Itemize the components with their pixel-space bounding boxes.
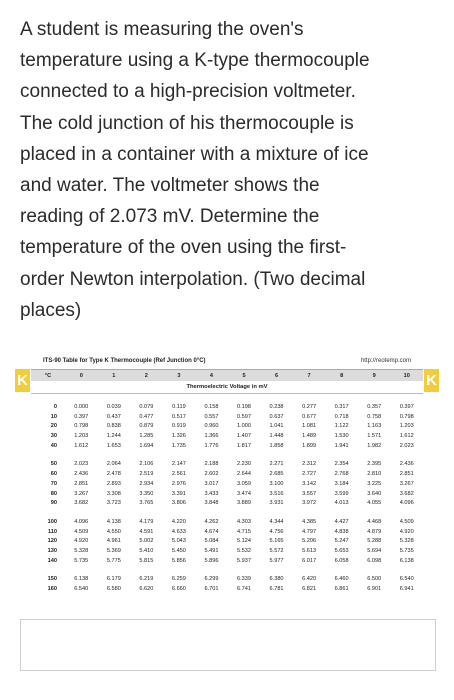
question-line: places) [20,299,82,321]
voltage-cell: 3.723 [106,500,121,507]
voltage-cell: 1.612 [74,442,89,449]
voltage-cell: 5.815 [139,557,154,564]
voltage-cell: 3.640 [367,490,382,497]
voltage-cell: 1.817 [237,442,251,449]
voltage-cell: 5.288 [367,538,382,545]
voltage-cell: 5.002 [139,538,154,545]
voltage-cell: 2.436 [74,471,89,478]
voltage-cell: 6.500 [367,576,382,583]
table-row [31,432,423,442]
voltage-cell: 1.203 [74,433,89,440]
question-line: A student is measuring the oven's [20,19,304,40]
voltage-cell: 0.437 [106,413,121,420]
voltage-cell: 5.206 [302,538,317,545]
voltage-cell: 4.303 [237,518,251,525]
voltage-cell: 2.768 [334,471,349,478]
voltage-cell: 6.741 [237,586,251,592]
voltage-cell: 3.931 [269,500,284,507]
voltage-cell: 3.765 [139,500,154,507]
voltage-cell: 0.198 [237,404,251,410]
voltage-cell: 4.674 [204,528,219,535]
voltage-cell: 3.267 [399,480,414,487]
voltage-cell: 1.735 [171,442,186,449]
row-temperature-cell: 130 [47,547,57,554]
table-row [31,537,423,547]
voltage-cell: 0.517 [171,413,186,420]
voltage-cell: 1.285 [139,433,154,440]
voltage-cell: 4.344 [269,518,284,525]
voltage-cell: 1.776 [204,442,219,449]
voltage-cell: 1.694 [139,442,154,449]
voltage-cell: 0.879 [139,423,154,430]
voltage-cell: 6.620 [139,586,154,592]
column-header-cell: 0 [79,372,83,379]
column-header-cell: 4 [209,372,214,379]
voltage-cell: 5.410 [139,547,154,554]
voltage-cell: 5.043 [171,538,186,545]
voltage-cell: 5.572 [269,547,284,554]
row-temperature-cell: 150 [47,576,57,583]
source-link: http://reotemp.com [360,358,411,364]
voltage-cell: 5.694 [367,547,382,554]
voltage-cell: 5.491 [204,547,219,554]
voltage-cell: 3.267 [74,490,89,497]
voltage-cell: 3.100 [269,480,284,487]
voltage-cell: 2.644 [237,471,251,478]
voltage-cell: 4.756 [269,528,284,535]
voltage-cell: 0.919 [171,423,186,430]
row-temperature-cell: 140 [47,557,57,564]
voltage-cell: 4.138 [106,518,121,525]
voltage-cell: 4.427 [334,518,349,525]
column-header-row [31,369,423,381]
question-line: and water. The voltmeter shows the [20,175,320,197]
column-header-cell: 9 [372,372,376,379]
voltage-cell: 6.901 [367,586,382,592]
table-row [31,460,423,470]
voltage-cell: 4.838 [334,528,349,535]
voltage-cell: 6.259 [171,576,186,583]
voltage-cell: 5.084 [204,538,219,545]
voltage-cell: 0.960 [204,423,219,430]
voltage-cell: 3.350 [139,490,154,497]
voltage-cell: 2.064 [106,461,121,468]
voltage-cell: 6.781 [269,586,284,592]
voltage-cell: 4.220 [171,518,186,525]
voltage-cell: 1.941 [334,442,349,449]
table-row [31,547,423,557]
voltage-cell: 5.124 [237,538,251,545]
voltage-cell: 5.856 [171,557,186,564]
row-temperature-cell: 40 [50,442,57,449]
voltage-cell: 3.889 [237,500,251,507]
table-row [31,490,423,500]
voltage-cell: 5.328 [74,547,89,554]
voltage-cell: 2.934 [139,480,154,487]
voltage-cell: 2.810 [367,471,382,478]
voltage-cell: 5.328 [399,538,414,545]
column-header-cell: 6 [274,372,279,379]
row-temperature-cell: 100 [47,518,57,525]
voltage-cell: 5.532 [237,547,251,554]
voltage-cell: 5.653 [334,547,349,554]
voltage-grid [31,369,423,595]
voltage-cell: 4.509 [74,528,89,535]
voltage-cell: 1.858 [269,442,284,449]
voltage-cell: 0.597 [237,413,251,420]
voltage-cell: 4.096 [74,518,89,525]
row-temperature-cell: 80 [50,490,57,497]
voltage-cell: 3.848 [204,500,219,507]
voltage-cell: 6.540 [74,586,89,592]
voltage-cell: 3.474 [237,490,251,497]
voltage-cell: 1.571 [367,433,382,440]
voltage-cell: 4.920 [74,538,89,545]
row-temperature-cell: 120 [47,538,57,545]
voltage-cell: 0.477 [139,413,154,420]
voltage-cell: 1.448 [269,433,284,440]
voltage-cell: 6.701 [204,586,219,592]
voltage-cell: 5.735 [74,557,89,564]
voltage-cell: 4.591 [139,528,154,535]
voltage-cell: 5.450 [171,547,186,554]
voltage-cell: 6.941 [399,586,414,592]
voltage-cell: 4.920 [399,528,414,535]
voltage-cell: 6.460 [334,576,349,583]
voltage-cell: 1.081 [302,423,317,430]
voltage-cell: 0.798 [399,413,414,420]
voltage-cell: 3.557 [302,490,317,497]
voltage-cell: 3.972 [302,500,317,507]
type-k-tab-right: K [424,369,439,392]
voltage-cell: 0.277 [302,404,317,410]
voltage-cell: 3.516 [269,490,284,497]
voltage-cell: 5.977 [269,557,284,564]
voltage-cell: 1.163 [367,423,382,430]
voltage-cell: 3.184 [334,480,349,487]
voltage-cell: 6.219 [139,576,154,583]
table-row [31,518,423,528]
voltage-cell: 2.976 [171,480,186,487]
voltage-cell: 1.203 [399,423,414,430]
voltage-cell: 2.851 [399,471,414,478]
voltage-cell: 3.806 [171,500,186,507]
row-group [31,575,423,594]
row-temperature-cell: 160 [47,586,57,592]
voltage-cell: 3.017 [204,480,219,487]
question-line: The cold junction of his thermocouple is [20,112,354,134]
voltage-cell: 4.468 [367,518,382,525]
row-temperature-cell: 20 [50,423,57,430]
question-line: order Newton interpolation. (Two decimal [20,268,366,290]
table-row [31,585,423,595]
type-k-tab-left: K [15,369,30,392]
voltage-cell: 6.098 [367,557,382,564]
row-temperature-cell: 70 [50,480,57,487]
voltage-cell: 0.397 [74,413,89,420]
voltage-cell: 0.758 [367,413,382,420]
voltage-cell: 3.433 [204,490,219,497]
voltage-cell: 4.262 [204,518,219,525]
voltage-cell: 2.023 [74,461,89,468]
voltage-cell: 3.391 [171,490,186,497]
voltage-cell: 4.715 [237,528,251,535]
voltage-cell: 2.188 [204,461,219,468]
voltage-cell: 1.899 [302,442,317,449]
voltage-cell: 6.821 [302,586,317,592]
table-body [31,403,423,595]
voltage-cell: 2.727 [302,471,317,478]
table-row [31,413,423,423]
question-line: placed in a container with a mixture of ice [20,143,369,165]
voltage-cell: 5.165 [269,538,284,545]
voltage-cell: 3.599 [334,490,349,497]
row-temperature-cell: 50 [50,461,57,468]
table-row [31,480,423,490]
voltage-cell: 5.613 [302,547,317,554]
voltage-cell: 2.851 [74,480,89,487]
voltage-cell: 1.244 [106,433,121,440]
voltage-cell: 1.407 [237,433,251,440]
voltage-cell: 2.271 [269,461,284,468]
voltage-cell: 1.000 [237,423,251,430]
voltage-cell: 3.225 [367,480,382,487]
voltage-cell: 0.158 [204,404,219,410]
table-row [31,403,423,413]
row-group [31,518,423,566]
voltage-cell: 2.685 [269,471,284,478]
voltage-cell: 2.602 [204,471,219,478]
voltage-cell: 4.055 [367,500,382,507]
voltage-cell: 3.308 [106,490,121,497]
voltage-cell: 6.138 [74,576,89,583]
voltage-cell: 4.879 [367,528,382,535]
voltage-cell: 4.550 [106,528,121,535]
voltage-cell: 0.039 [106,404,121,410]
voltage-cell: 0.317 [334,404,349,410]
voltage-cell: 6.380 [269,576,284,583]
voltage-cell: 3.682 [399,490,414,497]
question-line: reading of 2.073 mV. Determine the [20,206,320,228]
row-temperature-cell: 10 [50,413,57,420]
voltage-cell: 2.436 [399,461,414,468]
voltage-cell: 6.179 [106,576,121,583]
column-header-cell: °C [44,372,52,379]
column-header-cell: 7 [307,372,311,379]
voltage-cell: 0.397 [399,404,414,410]
voltage-cell: 1.982 [367,442,382,449]
voltage-cell: 0.838 [106,423,121,430]
voltage-cell: 2.519 [139,471,154,478]
voltage-cell: 6.861 [334,586,349,592]
voltage-cell: 2.893 [106,480,121,487]
question-line: connected to a high-precision voltmeter. [20,81,356,103]
voltage-cell: 1.041 [269,423,284,430]
voltage-cell: 6.339 [237,576,251,583]
voltage-cell: 5.369 [106,547,121,554]
voltage-cell: 2.312 [302,461,317,468]
voltage-cell: 0.798 [74,423,89,430]
question-text [20,14,440,326]
voltage-cell: 4.179 [139,518,154,525]
voltage-cell: 1.122 [334,423,349,430]
column-header-cell: 5 [242,372,246,379]
voltage-cell: 1.326 [171,433,186,440]
table-title: ITS-90 Table for Type K Thermocouple (Ref Junction 0°C) [43,358,206,364]
voltage-cell: 3.059 [237,480,251,487]
voltage-cell: 3.142 [302,480,317,487]
column-header-cell: 10 [403,372,410,379]
column-header-cell: 3 [177,372,181,379]
voltage-cell: 1.612 [399,433,414,440]
voltage-cell: 1.653 [106,442,121,449]
voltage-cell: 4.797 [302,528,317,535]
table-row [31,499,423,509]
voltage-cell: 1.489 [302,433,317,440]
row-group [31,460,423,508]
voltage-cell: 6.299 [204,576,219,583]
voltage-cell: 4.096 [399,500,414,507]
voltage-cell: 5.937 [237,557,251,564]
voltage-cell: 1.530 [334,433,349,440]
table-row [31,470,423,480]
table-header-line [43,358,411,368]
voltage-cell: 4.013 [334,500,349,507]
table-row [31,422,423,432]
voltage-cell: 0.000 [74,404,89,410]
voltage-cell: 5.775 [106,557,121,564]
voltage-cell: 6.017 [302,557,317,564]
column-header-cell: 2 [144,372,148,379]
row-group [31,403,423,451]
voltage-cell: 4.961 [106,538,121,545]
voltage-cell: 5.896 [204,557,219,564]
voltage-cell: 6.660 [171,586,186,592]
voltage-cell: 5.247 [334,538,349,545]
voltage-cell: 2.478 [106,471,121,478]
row-temperature-cell: 90 [50,500,57,507]
voltage-cell: 2.023 [399,442,414,449]
column-header-cell: 8 [340,372,344,379]
voltage-cell: 2.395 [367,461,382,468]
row-temperature-cell: 110 [47,528,57,535]
voltage-cell: 2.230 [237,461,251,468]
voltage-cell: 0.718 [334,413,349,420]
thermocouple-table-image [15,354,439,592]
voltage-cell: 5.735 [399,547,414,554]
voltage-cell: 6.138 [399,557,414,564]
voltage-cell: 6.420 [302,576,317,583]
table-row [31,557,423,567]
voltage-cell: 6.540 [399,576,414,583]
voltage-cell: 4.385 [302,518,317,525]
table-row [31,442,423,452]
voltage-cell: 0.677 [302,413,317,420]
voltage-cell: 2.106 [139,461,154,468]
question-line: temperature of the oven using the first- [20,237,347,259]
voltage-cell: 1.366 [204,433,219,440]
row-temperature-cell: 60 [50,471,57,478]
table-subtitle: Thermoelectric Voltage in mV [31,381,423,394]
voltage-cell: 0.557 [204,413,219,420]
voltage-cell: 0.238 [269,404,284,410]
answer-input-box[interactable] [20,619,436,671]
row-temperature-cell: 30 [50,433,57,440]
question-line: temperature using a K-type thermocouple [20,50,370,72]
voltage-cell: 4.633 [171,528,186,535]
column-header-cell: 1 [112,372,116,379]
table-row [31,575,423,585]
voltage-cell: 4.509 [399,518,414,525]
voltage-cell: 3.682 [74,500,89,507]
voltage-cell: 6.058 [334,557,349,564]
row-temperature-cell: 0 [53,404,57,410]
voltage-cell: 2.561 [171,471,186,478]
voltage-cell: 2.354 [334,461,349,468]
voltage-cell: 0.079 [139,404,154,410]
voltage-cell: 2.147 [171,461,186,468]
voltage-cell: 0.357 [367,404,382,410]
voltage-cell: 0.637 [269,413,284,420]
voltage-cell: 0.119 [172,404,186,410]
table-row [31,528,423,538]
voltage-cell: 6.580 [106,586,121,592]
